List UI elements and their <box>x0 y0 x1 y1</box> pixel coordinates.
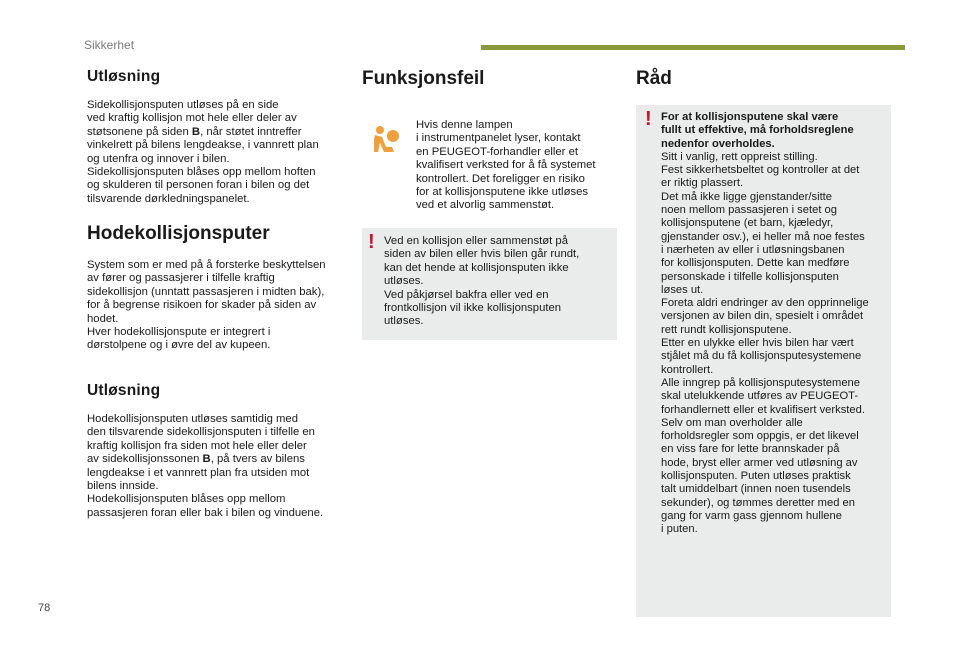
section-label: Sikkerhet <box>84 38 135 52</box>
section-heading: Hodekollisjonsputer <box>87 223 270 244</box>
page-number: 78 <box>38 602 51 614</box>
head-airbags-paragraph: System som er med på å forsterke beskyttelsen av fører og passasjerer i tilfelle kraftig sidekollisjon (unntatt passasjeren i midten bak), for å begrense risikoen for skader på siden av hodet. Hver hodekollisjonspute er integrert i dørstolpene og i øvre del av kupeen. <box>87 259 326 352</box>
deployment-paragraph-2 <box>87 413 323 520</box>
section-heading: Utløsning <box>87 68 161 85</box>
deployment-paragraph-1 <box>87 99 319 206</box>
text-run: Hodekollisjonsputen utløses samtidig med den tilsvarende sidekollisjonsputen i tilfelle en kraftig kollisjon fra siden mot hele eller deler av sidekollisjonssonen <box>87 413 315 466</box>
section-heading: Funksjonsfeil <box>362 68 485 89</box>
warning-exclamation-icon: ! <box>368 231 375 253</box>
deployment-section-1 <box>87 68 319 206</box>
warning-exclamation-icon: ! <box>645 108 652 130</box>
section-heading: Utløsning <box>87 382 161 399</box>
text-run: Sidekollisjonsputen utløses på en side ved kraftig kollisjon mot hele eller deler av støtsonene på siden <box>87 99 297 138</box>
zone-label: B <box>191 125 201 138</box>
warning-paragraph: Ved en kollisjon eller sammenstøt på siden av bilen eller hvis bilen går rundt, kan det hende at kollisjonsputen ikke utløses. Ved påkjørsel bakfra eller ved en frontkollisjon vil ikke kollisjonsputen utløses. <box>384 235 580 328</box>
header-accent-bar <box>481 45 905 50</box>
advice-paragraph: Sitt i vanlig, rett oppreist stilling. Fest sikkerhetsbeltet og kontroller at det er riktig plassert. Det må ikke ligge gjenstander/sitte noen mellom passasjeren i setet og kollisjonsputene (et barn, kjæledyr, gjenstander osv.), ei heller må noe festes i nærheten av eller i utløsningsbanen for kollisjonsputen. Dette kan medføre personskade i tilfelle kollisjonsputen løses ut. Foreta aldri endringer av den opprinnelige versjonen av bilen din, spesielt i området rett rundt kollisjonsputene. Etter en ulykke eller hvis bilen har vært stjålet må du få kollisjonsputesystemene kontrollert. Alle inngrep på kollisjonsputesystemene skal utelukkende utføres av PEUGEOT- forhandlernett eller et kvalifisert verksted. Selv om man overholder alle forholdsregler som oppgis, er det likevel en viss fare for lette brannskader på hode, bryst eller armer ved utløsning av kollisjonsputen. Puten utløses praktisk talt umiddelbart (innen noen tusendels sekunder), og tømmes deretter med en gang for varm gass gjennom hullene i puten. <box>661 150 869 536</box>
text-run: , på tvers av bilens lengdeakse i et vannrett plan fra utsiden mot bilens innside. Hodekollisjonsputen blåses opp mellom passasjeren foran eller bak i bilen og vinduene. <box>87 453 324 519</box>
advice-bold-intro: For at kollisjonsputene skal være fullt ut effektive, må forholdsreglene nedenfor overholdes. <box>661 111 854 150</box>
advice-text <box>661 111 887 537</box>
fault-lamp-paragraph: Hvis denne lampen i instrumentpanelet lyser, kontakt en PEUGEOT-forhandler eller et kvalifisert verksted for å få systemet kontrollert. Det foreligger en risiko for at kollisjonsputene ikke utløses ved et alvorlig sammenstøt. <box>416 119 596 212</box>
section-heading: Råd <box>636 68 672 89</box>
zone-label: B <box>202 453 211 466</box>
text-run: , når støtet inntreffer vinkelrett på bilens lengdeakse, i vannrett plan og utenfra og innover i bilen. Sidekollisjonsputen blåses opp mellom hoften og skulderen til personen foran i bilen og det tilsvarende dørkledningspanelet. <box>87 125 319 205</box>
head-airbags-section <box>87 223 326 353</box>
deployment-section-2 <box>87 382 323 520</box>
warning-box <box>362 228 617 340</box>
advice-warning-box <box>636 105 891 617</box>
airbag-warning-lamp-icon <box>370 125 400 159</box>
